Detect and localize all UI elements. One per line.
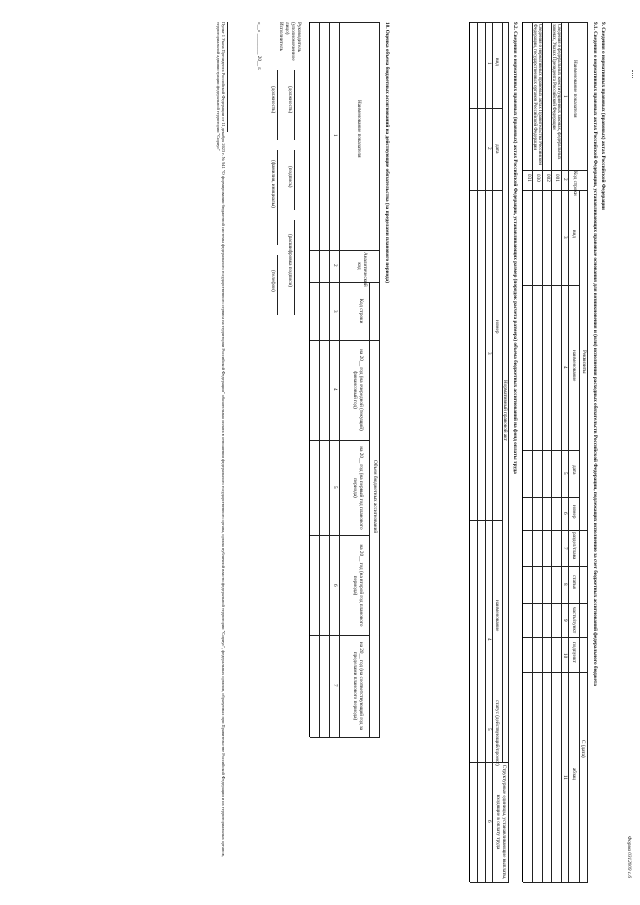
col-para-header: абзац <box>571 768 577 781</box>
col-num: 2 <box>486 147 492 150</box>
col-since-header: С (дата) <box>580 740 586 758</box>
col-date-header: дата <box>571 465 577 475</box>
phone-caption: (телефон) <box>270 270 276 292</box>
number-header: номер <box>494 320 500 334</box>
col-num: 4 <box>486 638 492 641</box>
section-9-2-title: 9.2. Сведения о нормативных правовых (правовых) актах Российской Федерации, устанавливающих размер (порядок расчета размера) объема бюджетных ассигнований на фонд оплаты труда <box>512 22 518 474</box>
decode-caption: (расшифровка подписи) <box>287 234 293 287</box>
position-caption: (должность) <box>270 86 276 114</box>
year2-header: на 20__ год (на первый год планового периода) <box>352 446 364 530</box>
col-num: 5 <box>562 472 568 475</box>
col-requisites-header: Реквизиты <box>581 350 587 374</box>
col-part-header: часть/пункт <box>571 607 577 634</box>
fio-caption: (фамилия, инициалы) <box>270 160 276 208</box>
signature-caption: (подпись) <box>287 166 293 188</box>
row-label: Сведения о нормативных правовых актах Правительства Российской Федерации, государственных органов Российской Федерации <box>532 24 542 165</box>
head-label: Руководитель (уполномоченное лицо) <box>284 22 302 61</box>
col-num: 11 <box>562 775 568 780</box>
date-header: дата <box>494 144 500 154</box>
volume-header: Объем бюджетных ассигнований <box>372 460 378 534</box>
col-num: 4 <box>562 366 568 369</box>
row-label: Сведения о федеральных конституционных законах, федеральных законах, Указах Президента Российской Федерации <box>551 24 561 160</box>
col-num: 8 <box>562 583 568 586</box>
col-name-header: Наименование показателя <box>572 60 578 118</box>
section-9-title: 9. Сведения о нормативных правовых (правовых) актах Российской Федерации <box>600 22 606 210</box>
col-code-header: Код строки <box>572 171 578 196</box>
footnote: Пункт 1 Указа Президента Российской Федерации от 11 декабря 2023 г. № 941 "О формировании бюджетной системы федерального государственного сервиса на территории Российской Федерации" обязательная оплата в отношении федерального государственного органа, органа публичной власти федеральной территории "Сириус", федеральных органов, образуемых при Правительстве Российской Федерации и их территориальных органов, территориальной администрации федеральной территории "Сириус" <box>216 22 226 857</box>
row-code: 001 <box>554 174 560 182</box>
executor-label: Исполнитель <box>278 22 284 52</box>
year4-header: на 20__ год (на соответствующий год за пределами планового периода) <box>352 641 364 731</box>
row-code: 031 <box>526 174 532 182</box>
col-sub-header: подпункт <box>571 642 577 663</box>
col-title-header: наименование <box>571 350 577 382</box>
section-9-1-title: 9.1. Сведения о нормативных правовых актах Российской Федерации, устанавливающих правовые основания для возникновения и (или) исполнения расходных обязательств Российской Федерации, подлежащих исполнению за счет бюджетных ассигнований федерального бюджета <box>592 22 598 686</box>
form-id: Форма 0312009 с.6 <box>626 836 632 878</box>
col-article-header: статья <box>571 575 577 589</box>
col-num: 2 <box>562 178 568 181</box>
col-num: 5 <box>486 728 492 731</box>
col-num: 3 <box>562 236 568 239</box>
col-number-header: номер <box>571 505 577 519</box>
col-num: 1 <box>486 62 492 65</box>
col-num: 1 <box>562 95 568 98</box>
col-type-header: вид <box>571 230 577 238</box>
col-num: 7 <box>562 547 568 550</box>
act-header: Нормативный правовой акт <box>502 380 508 441</box>
col-num: 3 <box>486 352 492 355</box>
section-10-title: 10. Оценка объема бюджетных ассигнований на действующие обязательства (за пределами планового периода) <box>384 22 390 283</box>
col-num: 6 <box>332 584 338 587</box>
col-num: 10 <box>562 653 568 659</box>
col-num: 9 <box>562 619 568 622</box>
col-num: 7 <box>332 684 338 687</box>
year1-header: на 20__ год (на очередной (текущий) финансовый год) <box>352 349 364 431</box>
row-code: 002 <box>545 174 551 182</box>
col-num: 1 <box>332 134 338 137</box>
year3-header: на 20__ год (на второй год планового периода) <box>352 544 364 627</box>
col-num: 5 <box>332 486 338 489</box>
ref-header: Структурные единицы, устанавливающие выплаты, входящие в оплату труда <box>495 764 507 880</box>
row-code: 030 <box>535 174 541 182</box>
col-name-header: Наименование показателя <box>356 100 362 158</box>
type-header: вид <box>494 58 500 66</box>
col-num: 4 <box>332 388 338 391</box>
col-num: 6 <box>486 820 492 823</box>
col-num: 3 <box>332 310 338 313</box>
col-num: 6 <box>562 512 568 515</box>
date-line: «__» ________ 20__ г. <box>256 22 262 71</box>
col-num: 2 <box>332 264 338 267</box>
name-header: наименование <box>494 600 500 632</box>
position-caption: (должность) <box>287 86 293 114</box>
col-analytic-code-header: Аналитический код <box>356 252 368 287</box>
col-section-header: раздел/глава <box>571 532 577 560</box>
status-header: статус (действующий/проект) <box>494 700 500 766</box>
col-code-header: Код строки <box>358 298 364 324</box>
